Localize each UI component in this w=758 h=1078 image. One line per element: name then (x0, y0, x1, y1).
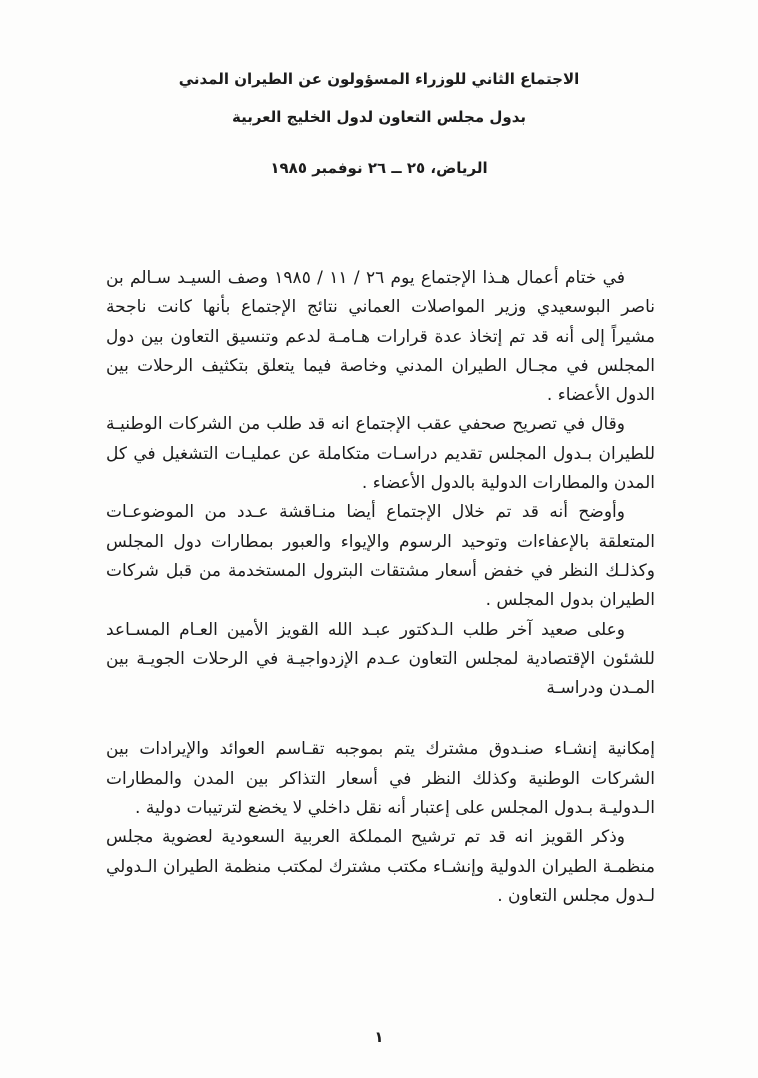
paragraph-6: وذكر القويز انه قد تم ترشيح المملكة العربية السعودية لعضوية مجلس منظمـة الطيران الدولية وإنشـاء مكتب مشترك لمكتب منظمة الطيران الـدولي لـدول مجلس التعاون . (106, 827, 655, 906)
document-title-line2: بدول مجلس التعاون لدول الخليج العربية (232, 108, 526, 126)
paragraph-5-continuation: إمكانية إنشـاء صنـدوق مشترك يتم بموجبه تقـاسم العوائد والإيرادات بين الشركات الوطنية وكذلك النظر في أسعار التذاكر بين المدن والمطارات الـدوليـة بـدول المجلس على إعتبار أنه نقل داخلي لا يخضع لترتيبات دولية . (106, 739, 655, 819)
page-number: ١ (374, 1028, 384, 1046)
document-title-line1: الاجتماع الثاني للوزراء المسؤولون عن الطيران المدني (178, 70, 580, 88)
paragraph-3: وأوضح أنه قد تم خلال الإجتماع أيضا منـاقشة عـدد من الموضوعـات المتعلقة بالإعفاءات وتوحيد الرسوم والإيواء والعبور بمطارات دول المجلس وكذلـك النظر في خفض أسعار مشتقات البترول المستخدمة من قبل شركات الطيران بدول المجلس . (106, 502, 655, 611)
paragraph-1: في ختام أعمال هـذا الإجتماع يوم ٢٦ / ١١ / ١٩٨٥ وصف السيـد سـالم بن ناصر البوسعيدي وزير المواصلات العماني نتائج الإجتماع بأنها كانت ناجحة مشيراً إلى أنه قد تم إتخاذ عدة قرارات هـامـة لدعم وتنسيق التعاون بين دول المجلس في مجـال الطيران المدني وخاصة فيما يتعلق بتكثيف الرحلات بين الدول الأعضاء . (106, 268, 655, 406)
document-date-line: الرياض، ٢٥ ــ ٢٦ نوفمبر ١٩٨٥ (270, 159, 488, 177)
document-body (0, 264, 758, 911)
paragraph-4: وعلى صعيد آخر طلب الـدكتور عبـد الله القويز الأمين العـام المسـاعد للشئون الإقتصادية لمجلس التعاون عـدم الإزدواجيـة في الرحلات الجويـة بين المـدن ودراسـة (106, 619, 655, 699)
document-header (0, 0, 758, 180)
paragraph-2: وقال في تصريح صحفي عقب الإجتماع انه قد طلب من الشركات الوطنيـة للطيران بـدول المجلس تقديم دراسـات متكاملة عن عمليـات التشغيل في كل المدن والمطارات الدولية بالدول الأعضاء . (106, 414, 655, 494)
